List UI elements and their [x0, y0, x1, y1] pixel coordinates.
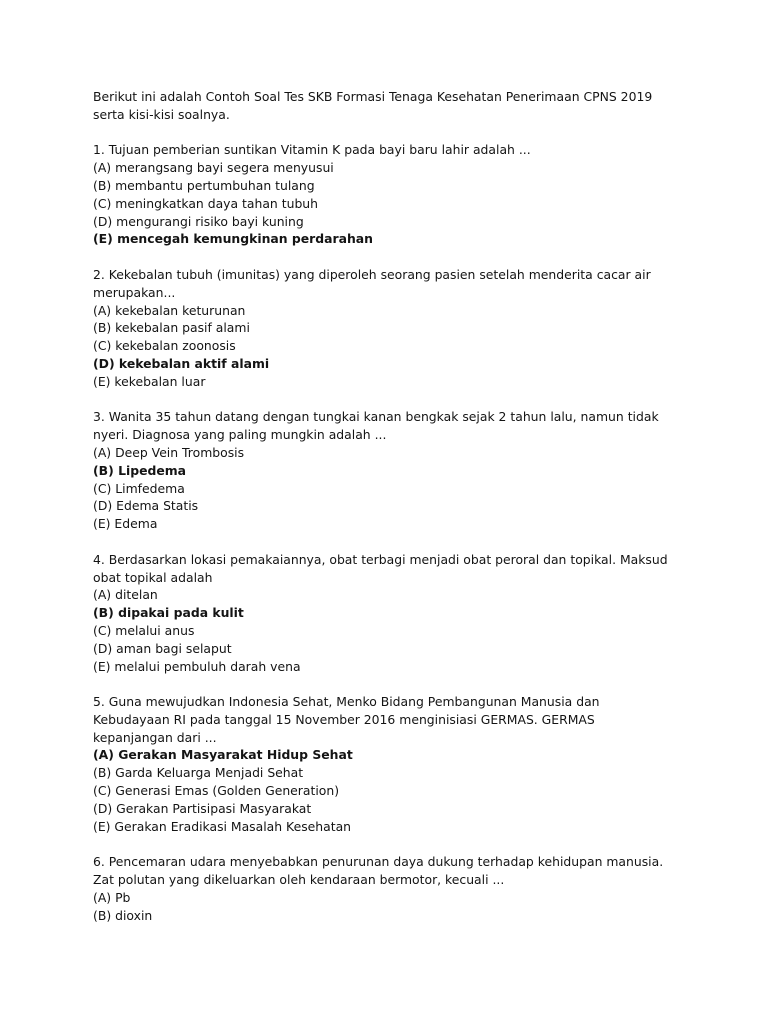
- answer-option-correct: (D) kekebalan aktif alami: [93, 355, 270, 371]
- question-stem-line: nyeri. Diagnosa yang paling mungkin adalah ...: [93, 427, 387, 443]
- answer-option-correct: (A) Gerakan Masyarakat Hidup Sehat: [93, 747, 353, 763]
- question-stem-line: 2. Kekebalan tubuh (imunitas) yang diperoleh seorang pasien setelah menderita cacar air: [93, 266, 651, 282]
- question-6: [93, 853, 683, 924]
- question-stem-line: 6. Pencemaran udara menyebabkan penurunan daya dukung terhadap kehidupan manusia.: [93, 854, 664, 870]
- answer-option: (E) Edema: [93, 516, 158, 532]
- question-list: [93, 141, 683, 924]
- question-stem-line: obat topikal adalah: [93, 569, 213, 585]
- answer-option: (E) melalui pembuluh darah vena: [93, 658, 301, 674]
- question-2: [93, 266, 683, 391]
- answer-option: (C) Generasi Emas (Golden Generation): [93, 783, 340, 799]
- answer-option: (D) Edema Statis: [93, 498, 199, 514]
- question-4: [93, 551, 683, 676]
- question-stem-line: kepanjangan dari ...: [93, 729, 217, 745]
- question-1: [93, 141, 683, 248]
- answer-option: (A) kekebalan keturunan: [93, 302, 246, 318]
- question-3: [93, 408, 683, 533]
- question-stem-line: 5. Guna mewujudkan Indonesia Sehat, Menko Bidang Pembangunan Manusia dan: [93, 694, 600, 710]
- question-stem-line: Zat polutan yang dikeluarkan oleh kendaraan bermotor, kecuali ...: [93, 872, 505, 888]
- answer-option: (D) mengurangi risiko bayi kuning: [93, 213, 304, 229]
- answer-option: (C) melalui anus: [93, 622, 195, 638]
- answer-option: (C) meningkatkan daya tahan tubuh: [93, 195, 319, 211]
- document-page: [93, 88, 683, 942]
- answer-option: (D) aman bagi selaput: [93, 640, 232, 656]
- intro-line: serta kisi-kisi soalnya.: [93, 106, 230, 122]
- answer-option-correct: (B) Lipedema: [93, 462, 187, 478]
- answer-option: (A) ditelan: [93, 587, 158, 603]
- answer-option-correct: (B) dipakai pada kulit: [93, 605, 244, 621]
- answer-option: (A) Deep Vein Trombosis: [93, 444, 245, 460]
- question-stem-line: 3. Wanita 35 tahun datang dengan tungkai kanan bengkak sejak 2 tahun lalu, namun tidak: [93, 409, 659, 425]
- question-stem-line: 1. Tujuan pemberian suntikan Vitamin K pada bayi baru lahir adalah ...: [93, 142, 531, 158]
- question-5: [93, 693, 683, 835]
- answer-option: (C) kekebalan zoonosis: [93, 338, 236, 354]
- answer-option-correct: (E) mencegah kemungkinan perdarahan: [93, 231, 373, 247]
- answer-option: (B) dioxin: [93, 907, 153, 923]
- intro-line: Berikut ini adalah Contoh Soal Tes SKB Formasi Tenaga Kesehatan Penerimaan CPNS 2019: [93, 89, 653, 104]
- answer-option: (C) Limfedema: [93, 480, 185, 496]
- question-stem-line: Kebudayaan RI pada tanggal 15 November 2016 menginisiasi GERMAS. GERMAS: [93, 711, 595, 727]
- question-stem-line: 4. Berdasarkan lokasi pemakaiannya, obat terbagi menjadi obat peroral dan topikal. Maksud: [93, 551, 668, 567]
- answer-option: (B) kekebalan pasif alami: [93, 320, 250, 336]
- intro-paragraph: [93, 88, 683, 124]
- question-stem-line: merupakan...: [93, 284, 176, 300]
- answer-option: (B) Garda Keluarga Menjadi Sehat: [93, 765, 304, 781]
- answer-option: (A) Pb: [93, 889, 131, 905]
- answer-option: (B) membantu pertumbuhan tulang: [93, 177, 315, 193]
- answer-option: (D) Gerakan Partisipasi Masyarakat: [93, 800, 312, 816]
- answer-option: (E) Gerakan Eradikasi Masalah Kesehatan: [93, 818, 352, 834]
- answer-option: (A) merangsang bayi segera menyusui: [93, 160, 334, 176]
- answer-option: (E) kekebalan luar: [93, 373, 206, 389]
